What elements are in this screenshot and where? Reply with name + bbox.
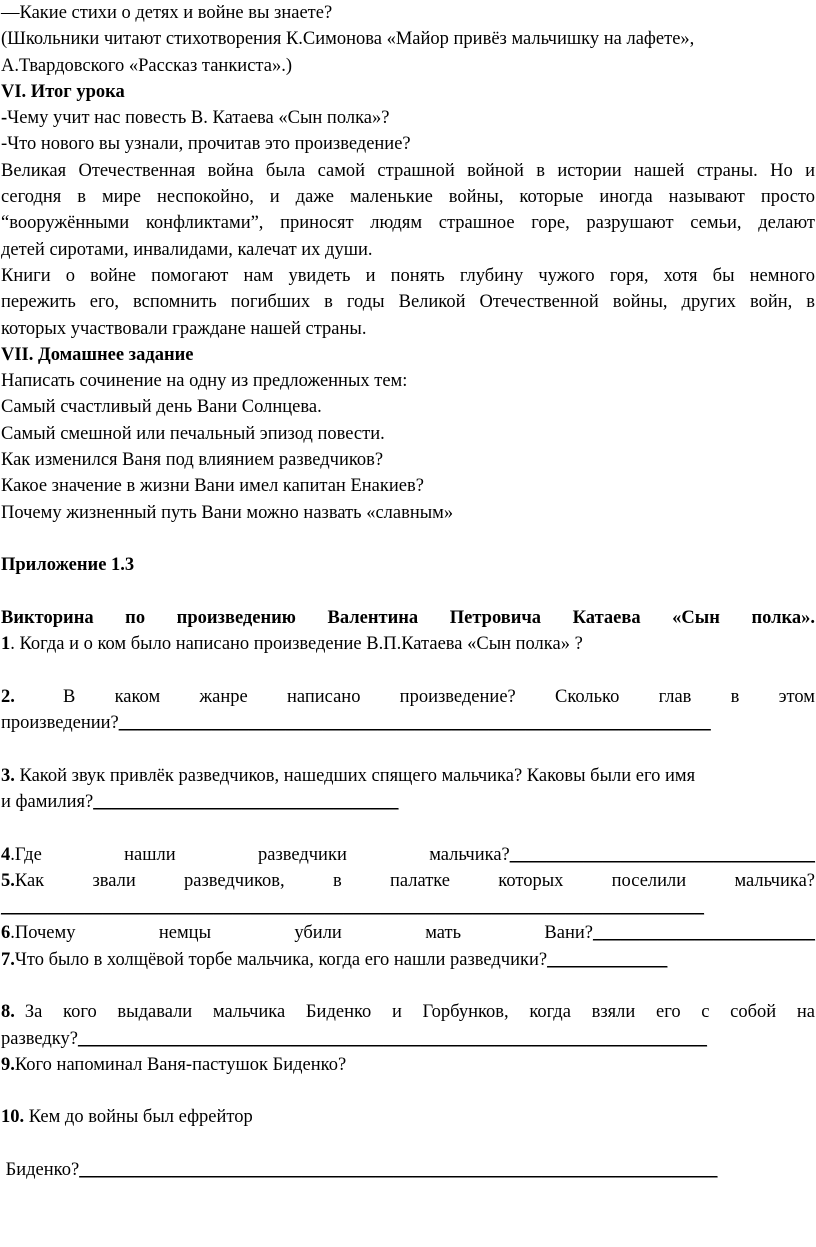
question-text: Какой звук привлёк разведчиков, нашедших спящего мальчика? Каковы были его имя bbox=[19, 765, 696, 786]
quiz-question-8-line-1 bbox=[1, 999, 815, 1025]
spacer bbox=[1, 815, 815, 841]
homework-topic: Самый счастливый день Вани Солнцева. bbox=[1, 397, 322, 418]
answer-blank[interactable]: _____________ bbox=[547, 949, 668, 970]
intro-question: —Какие стихи о детях и войне вы знаете? bbox=[1, 3, 333, 23]
homework-topic: Какое значение в жизни Вани имел капитан Енакиев? bbox=[1, 476, 424, 497]
question-number: 7. bbox=[1, 949, 15, 970]
quiz-question-5-line-1 bbox=[1, 868, 815, 894]
spacer bbox=[1, 657, 815, 683]
spacer bbox=[1, 973, 815, 999]
dash: - bbox=[1, 108, 8, 129]
intro-note-line-1: (Школьники читают стихотворения К.Симонова «Майор привёз мальчишку на лафете», bbox=[1, 29, 695, 50]
paragraph-war-line-1: Великая Отечественная война была самой страшной войной в истории нашей страны. Но и bbox=[1, 160, 815, 181]
answer-blank[interactable]: ________________________________________________________________ bbox=[118, 713, 711, 734]
paragraph-books-line-3: которых участвовали граждане нашей страны. bbox=[1, 318, 367, 339]
paragraph-war-line-2: сегодня в мире неспокойно, и даже маленькие войны, которые иногда называют просто bbox=[1, 187, 815, 208]
quiz-question-2 bbox=[1, 684, 815, 737]
quiz-question-5-line-2 bbox=[1, 894, 815, 920]
question-text: Кого напоминал Ваня-пастушок Биденко? bbox=[14, 1054, 347, 1075]
summary-question-2: -Что нового вы узнали, прочитав это произведение? bbox=[1, 134, 411, 155]
paragraph-books bbox=[1, 263, 815, 342]
quiz-title: Викторина по произведению Валентина Петровича Катаева «Сын полка». bbox=[1, 607, 815, 628]
question-number: 10. bbox=[1, 1107, 25, 1128]
spacer bbox=[1, 579, 815, 605]
question-text: произведении? bbox=[1, 713, 119, 734]
homework-intro: Написать сочинение на одну из предложенных тем: bbox=[1, 371, 408, 392]
quiz-question-5 bbox=[1, 868, 815, 921]
answer-blank[interactable]: _________________________________ bbox=[509, 844, 815, 865]
paragraph-books-line-2: пережить его, вспомнить погибших в годы Великой Отечественной войны, других войн, в bbox=[1, 292, 815, 313]
question-text: . Когда и о ком было написано произведение В.П.Катаева «Сын полка» ? bbox=[10, 634, 583, 655]
quiz-question-7 bbox=[1, 947, 815, 973]
question-number: 8. bbox=[1, 1002, 15, 1023]
question-number: 2. bbox=[1, 686, 15, 707]
question-text: .Где нашли разведчики мальчика? bbox=[10, 844, 510, 865]
spacer bbox=[1, 1078, 815, 1104]
quiz-question-6 bbox=[1, 920, 815, 946]
question-number: 9. bbox=[1, 1054, 15, 1075]
appendix-title: Приложение 1.3 bbox=[1, 555, 135, 576]
question-text: Биденко? bbox=[1, 1160, 80, 1181]
intro-note-line-2: А.Твардовского «Рассказ танкиста».) bbox=[1, 55, 292, 76]
quiz-question-2-line-2 bbox=[1, 710, 815, 736]
quiz-question-8-line-2 bbox=[1, 1026, 815, 1052]
quiz-question-2-line-1 bbox=[1, 684, 815, 710]
paragraph-war-line-3: “вооружёнными конфликтами”, приносят людям страшное горе, разрушают семьи, делают bbox=[1, 213, 815, 234]
quiz-question-8 bbox=[1, 999, 815, 1052]
spacer bbox=[1, 736, 815, 762]
question-text: Что было в холщёвой торбе мальчика, когда его нашли разведчики? bbox=[14, 949, 548, 970]
section-7-heading: VII. Домашнее задание bbox=[1, 344, 194, 365]
summary-question-1-text: Чему учит нас повесть В. Катаева «Сын полка»? bbox=[7, 108, 390, 129]
question-number: 5. bbox=[1, 870, 15, 891]
question-text bbox=[63, 684, 815, 710]
quiz-question-3-line-1 bbox=[1, 763, 815, 789]
spacer bbox=[1, 1131, 815, 1157]
question-text: и фамилия? bbox=[1, 791, 94, 812]
question-number: 6 bbox=[1, 923, 11, 944]
paragraph-war-line-4: детей сиротами, инвалидами, калечат их души. bbox=[1, 239, 373, 260]
quiz-question-10-line-1 bbox=[1, 1104, 815, 1130]
answer-blank[interactable]: _____________________________________________________________________ bbox=[79, 1160, 718, 1181]
question-text: разведку? bbox=[1, 1028, 78, 1049]
question-text: .Почему немцы убили мать Вани? bbox=[10, 923, 593, 944]
question-text: Кем до войны был ефрейтор bbox=[28, 1107, 253, 1128]
question-text: Как звали разведчиков, в палатке которых поселили мальчика? bbox=[14, 870, 815, 891]
quiz-question-10-line-2 bbox=[1, 1157, 815, 1183]
answer-blank[interactable]: _________________________________ bbox=[93, 791, 399, 812]
quiz-question-3 bbox=[1, 763, 815, 816]
homework-topic: Почему жизненный путь Вани можно назвать «славным» bbox=[1, 502, 454, 523]
summary-question-1 bbox=[1, 105, 815, 131]
quiz-question-4 bbox=[1, 842, 815, 868]
answer-blank[interactable]: ____________________________________________________________________________ bbox=[1, 897, 704, 918]
answer-blank[interactable]: ____________________________________________________________________ bbox=[77, 1028, 707, 1049]
paragraph-war bbox=[1, 158, 815, 263]
paragraph-books-line-1: Книги о войне помогают нам увидеть и понять глубину чужого горя, хотя бы немного bbox=[1, 265, 815, 286]
question-text: В каком жанре написано произведение? Сколько глав в этом bbox=[63, 686, 815, 707]
homework-topic: Как изменился Ваня под влиянием разведчиков? bbox=[1, 450, 384, 471]
document-page bbox=[1, 0, 815, 1183]
quiz-question-3-line-2 bbox=[1, 789, 815, 815]
spacer bbox=[1, 526, 815, 552]
question-number: 1 bbox=[1, 634, 11, 655]
answer-blank[interactable]: ________________________ bbox=[593, 923, 815, 944]
question-number: 3. bbox=[1, 765, 15, 786]
section-6-heading: VI. Итог урока bbox=[1, 81, 125, 102]
quiz-question-1 bbox=[1, 631, 815, 657]
quiz-question-9 bbox=[1, 1052, 815, 1078]
homework-topic: Самый смешной или печальный эпизод повести. bbox=[1, 423, 385, 444]
question-number: 4 bbox=[1, 844, 11, 865]
question-text: За кого выдавали мальчика Биденко и Горбунков, когда взяли его с собой на bbox=[24, 1002, 815, 1023]
